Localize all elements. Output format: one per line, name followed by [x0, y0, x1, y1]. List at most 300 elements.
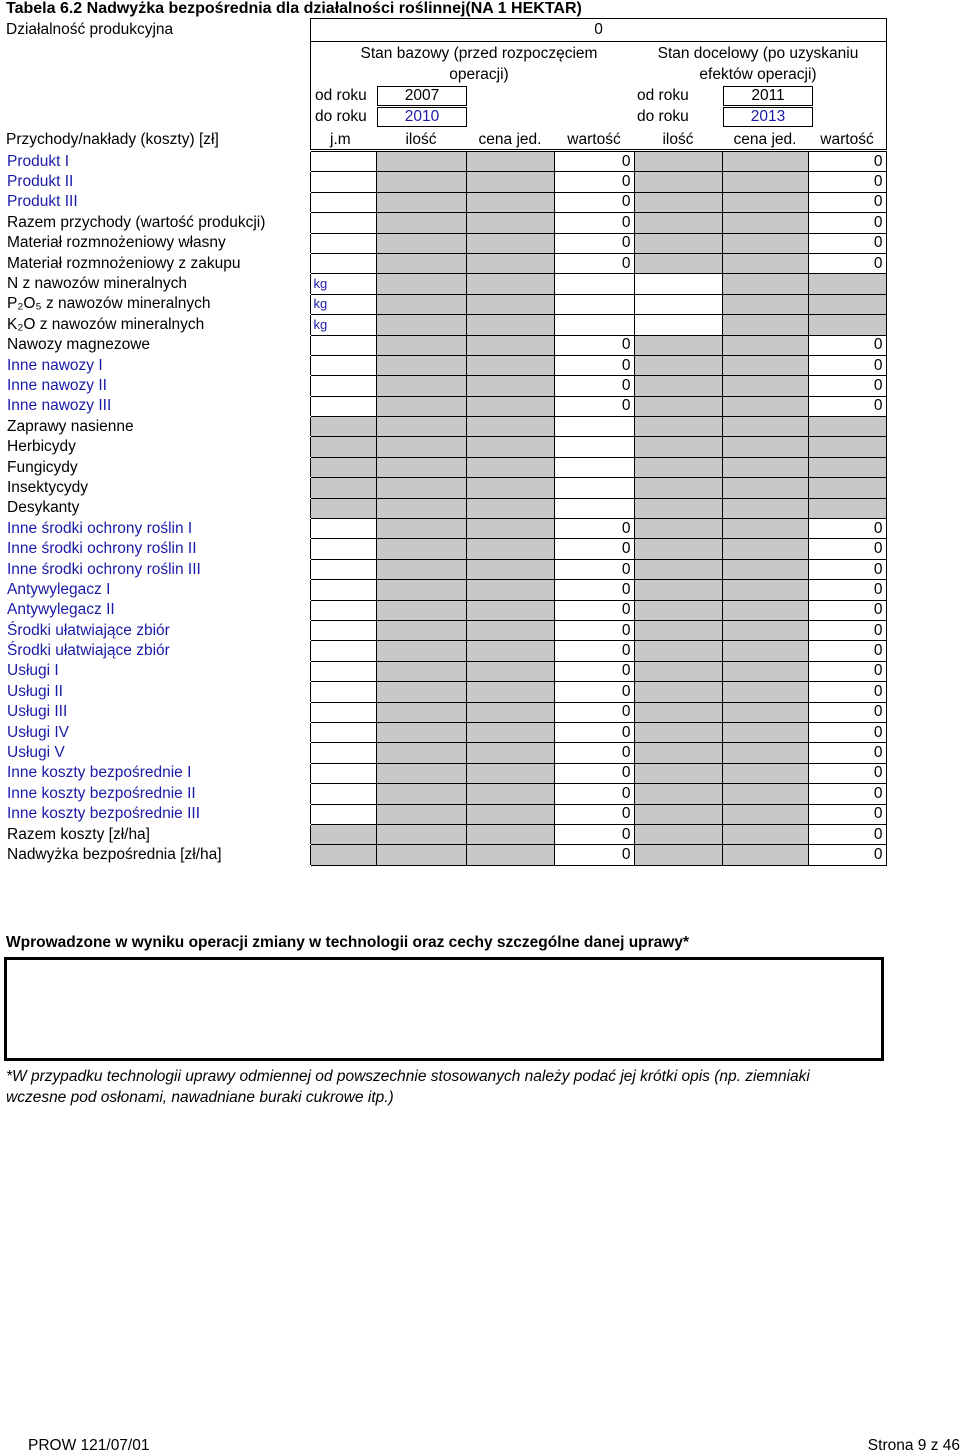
unit-cell[interactable]: [310, 172, 376, 192]
row-label: Produkt III: [4, 192, 310, 212]
row-label: Usługi III: [4, 702, 310, 722]
qty-cell: [376, 253, 466, 273]
unit-cell[interactable]: [310, 253, 376, 273]
target-state-label: Stan docelowy (po uzyskaniu efektów operacji): [657, 45, 859, 83]
table-row: [4, 682, 886, 702]
price-cell: [722, 437, 808, 457]
row-label: Inne koszty bezpośrednie III: [4, 804, 310, 824]
table-row: [4, 355, 886, 375]
price-cell: [722, 539, 808, 559]
base-value-cell[interactable]: 0: [554, 784, 634, 804]
unit-cell[interactable]: kg: [310, 315, 376, 335]
qty-cell: [376, 559, 466, 579]
unit-cell[interactable]: [310, 743, 376, 763]
row-label: Usługi II: [4, 682, 310, 702]
footnote: *W przypadku technologii uprawy odmiennej od powszechnie stosowanych należy podać jej krótki opis (np. ziemniaki wczesne pod osłonami, nawadniane buraki cukrowe itp.): [6, 1068, 810, 1106]
base-value-cell[interactable]: 0: [554, 682, 634, 702]
target-value-cell[interactable]: 0: [808, 559, 886, 579]
row-label: P₂O₅ z nawozów mineralnych: [4, 294, 310, 314]
qty-cell: [634, 457, 722, 477]
qty-cell: [634, 682, 722, 702]
table-row: [4, 315, 886, 335]
base-value-cell[interactable]: 0: [554, 233, 634, 253]
col-qty-header: ilość: [405, 131, 437, 148]
price-cell: [722, 417, 808, 437]
target-value-cell[interactable]: 0: [808, 722, 886, 742]
qty-cell[interactable]: [634, 294, 722, 314]
target-value-cell[interactable]: 0: [808, 845, 886, 865]
base-value-cell[interactable]: [554, 437, 634, 457]
price-cell: [722, 722, 808, 742]
row-label: K₂O z nawozów mineralnych: [4, 315, 310, 335]
row-label: Inne środki ochrony roślin III: [4, 559, 310, 579]
price-cell: [466, 457, 554, 477]
qty-cell: [376, 417, 466, 437]
table-row: [4, 498, 886, 518]
qty-cell: [634, 539, 722, 559]
base-value-cell[interactable]: 0: [554, 152, 634, 172]
row-label: Herbicydy: [4, 437, 310, 457]
price-cell: [466, 600, 554, 620]
base-value-cell[interactable]: 0: [554, 376, 634, 396]
table-row: [4, 620, 886, 640]
unit-cell[interactable]: [310, 641, 376, 661]
base-value-cell[interactable]: [554, 294, 634, 314]
target-value-cell[interactable]: 0: [808, 641, 886, 661]
table-row: [4, 539, 886, 559]
unit-cell[interactable]: kg: [310, 274, 376, 294]
price-cell: [722, 661, 808, 681]
price-cell: [722, 192, 808, 212]
qty-cell: [376, 620, 466, 640]
unit-cell[interactable]: [310, 233, 376, 253]
qty-cell: [376, 539, 466, 559]
unit-cell: [310, 498, 376, 518]
footer-left: PROW 121/07/01: [28, 1437, 150, 1454]
qty-cell: [634, 580, 722, 600]
base-from-year[interactable]: 2007: [377, 86, 467, 106]
base-value-cell[interactable]: 0: [554, 213, 634, 233]
unit-cell[interactable]: [310, 580, 376, 600]
base-value-cell[interactable]: [554, 498, 634, 518]
target-value-cell[interactable]: 0: [808, 376, 886, 396]
qty-cell: [376, 702, 466, 722]
unit-cell[interactable]: [310, 355, 376, 375]
qty-cell: [376, 498, 466, 518]
unit-cell[interactable]: [310, 152, 376, 172]
unit-cell[interactable]: [310, 804, 376, 824]
base-value-cell[interactable]: 0: [554, 804, 634, 824]
price-cell: [466, 437, 554, 457]
qty-cell: [376, 722, 466, 742]
table-row: [4, 804, 886, 824]
price-cell: [466, 743, 554, 763]
price-cell: [466, 539, 554, 559]
table-row: [4, 335, 886, 355]
row-label: Desykanty: [4, 498, 310, 518]
base-value-cell[interactable]: 0: [554, 845, 634, 865]
qty-cell[interactable]: [634, 274, 722, 294]
target-value-cell: [808, 274, 886, 294]
unit-cell[interactable]: [310, 335, 376, 355]
qty-cell: [634, 233, 722, 253]
table-row: [4, 722, 886, 742]
qty-cell: [376, 804, 466, 824]
price-cell: [722, 620, 808, 640]
row-label: Zaprawy nasienne: [4, 417, 310, 437]
base-value-cell[interactable]: 0: [554, 743, 634, 763]
price-cell: [466, 355, 554, 375]
row-label: Inne koszty bezpośrednie I: [4, 763, 310, 783]
row-label: N z nawozów mineralnych: [4, 274, 310, 294]
target-value-cell[interactable]: 0: [808, 600, 886, 620]
base-value-cell[interactable]: 0: [554, 702, 634, 722]
price-cell: [722, 294, 808, 314]
target-value-cell[interactable]: 0: [808, 743, 886, 763]
qty-cell: [376, 192, 466, 212]
price-cell: [466, 559, 554, 579]
price-cell: [722, 702, 808, 722]
qty-cell: [634, 804, 722, 824]
qty-cell: [376, 600, 466, 620]
base-value-cell[interactable]: 0: [554, 580, 634, 600]
qty-cell: [376, 784, 466, 804]
qty-cell: [376, 355, 466, 375]
price-cell: [466, 661, 554, 681]
qty-cell: [634, 478, 722, 498]
price-cell: [722, 457, 808, 477]
target-value-cell: [808, 478, 886, 498]
unit-cell[interactable]: [310, 763, 376, 783]
row-label: Materiał rozmnożeniowy z zakupu: [4, 253, 310, 273]
qty-cell: [634, 702, 722, 722]
price-cell: [722, 172, 808, 192]
unit-cell[interactable]: [310, 213, 376, 233]
col-price-header: cena jed.: [478, 131, 542, 148]
target-value-cell[interactable]: 0: [808, 355, 886, 375]
col-item-header: Przychody/nakłady (koszty) [zł]: [6, 131, 219, 148]
table-row: [4, 478, 886, 498]
base-value-cell[interactable]: [554, 315, 634, 335]
qty-cell: [376, 274, 466, 294]
qty-cell: [376, 682, 466, 702]
price-cell: [466, 702, 554, 722]
base-value-cell[interactable]: 0: [554, 620, 634, 640]
qty-cell: [634, 253, 722, 273]
target-value-cell[interactable]: 0: [808, 682, 886, 702]
target-to-label: do roku: [637, 108, 689, 125]
base-value-cell[interactable]: 0: [554, 661, 634, 681]
target-value-cell[interactable]: 0: [808, 519, 886, 539]
target-value-cell[interactable]: 0: [808, 253, 886, 273]
row-label: Usługi I: [4, 661, 310, 681]
qty-cell: [376, 376, 466, 396]
qty-cell: [634, 417, 722, 437]
base-value-cell[interactable]: 0: [554, 559, 634, 579]
price-cell: [722, 478, 808, 498]
price-cell: [722, 804, 808, 824]
qty-cell: [376, 763, 466, 783]
unit-cell[interactable]: [310, 600, 376, 620]
target-value-cell[interactable]: 0: [808, 213, 886, 233]
unit-cell: [310, 478, 376, 498]
footer-right: Strona 9 z 46: [867, 1437, 960, 1454]
price-cell: [466, 498, 554, 518]
price-cell: [722, 824, 808, 844]
row-label: Antywylegacz II: [4, 600, 310, 620]
unit-cell[interactable]: [310, 661, 376, 681]
base-value-cell[interactable]: 0: [554, 763, 634, 783]
unit-cell[interactable]: [310, 519, 376, 539]
table-row: [4, 641, 886, 661]
qty-cell: [634, 845, 722, 865]
unit-cell: [310, 417, 376, 437]
base-to-year[interactable]: 2010: [377, 107, 467, 127]
target-value-cell: [808, 457, 886, 477]
target-value-cell[interactable]: 0: [808, 233, 886, 253]
unit-cell[interactable]: [310, 539, 376, 559]
col-value-header: wartość: [567, 131, 621, 148]
table-row: [4, 580, 886, 600]
qty-cell: [634, 213, 722, 233]
row-label: Inne nawozy II: [4, 376, 310, 396]
price-cell: [722, 682, 808, 702]
row-label: Inne środki ochrony roślin II: [4, 539, 310, 559]
row-label: Środki ułatwiające zbiór: [4, 620, 310, 640]
unit-cell: [310, 845, 376, 865]
target-value-cell[interactable]: 0: [808, 335, 886, 355]
target-value-cell[interactable]: 0: [808, 396, 886, 416]
base-value-cell[interactable]: 0: [554, 335, 634, 355]
qty-cell: [376, 315, 466, 335]
price-cell: [722, 580, 808, 600]
qty-cell: [634, 376, 722, 396]
qty-cell: [634, 661, 722, 681]
qty-cell: [634, 743, 722, 763]
target-from-year[interactable]: 2011: [723, 86, 813, 106]
row-label: Inne nawozy III: [4, 396, 310, 416]
base-value-cell[interactable]: [554, 457, 634, 477]
row-label: Antywylegacz I: [4, 580, 310, 600]
price-cell: [466, 722, 554, 742]
price-cell: [466, 620, 554, 640]
price-cell: [722, 274, 808, 294]
base-value-cell[interactable]: [554, 274, 634, 294]
col-unit-header: j.m: [330, 131, 351, 148]
base-value-cell[interactable]: 0: [554, 519, 634, 539]
qty-cell: [376, 152, 466, 172]
table-row: [4, 845, 886, 865]
cost-table: [4, 151, 887, 866]
table-row: [4, 437, 886, 457]
table-row: [4, 417, 886, 437]
price-cell: [466, 172, 554, 192]
base-value-cell[interactable]: 0: [554, 396, 634, 416]
price-cell: [466, 641, 554, 661]
price-cell: [722, 253, 808, 273]
target-value-cell[interactable]: 0: [808, 824, 886, 844]
table-row: [4, 457, 886, 477]
qty-cell: [376, 396, 466, 416]
cost-table-body: [4, 152, 886, 866]
base-from-label: od roku: [315, 87, 367, 104]
price-cell: [722, 152, 808, 172]
price-cell: [466, 192, 554, 212]
table-row: [4, 192, 886, 212]
price-cell: [466, 478, 554, 498]
qty-cell: [376, 294, 466, 314]
table-row: [4, 274, 886, 294]
price-cell: [722, 559, 808, 579]
unit-cell[interactable]: [310, 620, 376, 640]
price-cell: [722, 315, 808, 335]
target-value-cell[interactable]: 0: [808, 804, 886, 824]
price-cell: [466, 763, 554, 783]
unit-cell[interactable]: kg: [310, 294, 376, 314]
activity-label: Działalność produkcyjna: [6, 21, 174, 38]
row-label: Fungicydy: [4, 457, 310, 477]
target-value-cell[interactable]: 0: [808, 763, 886, 783]
qty-cell: [634, 396, 722, 416]
target-value-cell[interactable]: 0: [808, 152, 886, 172]
base-value-cell[interactable]: 0: [554, 641, 634, 661]
qty-cell: [376, 845, 466, 865]
price-cell: [466, 804, 554, 824]
base-value-cell[interactable]: 0: [554, 253, 634, 273]
base-value-cell[interactable]: 0: [554, 824, 634, 844]
row-label: Inne nawozy I: [4, 355, 310, 375]
base-value-cell[interactable]: 0: [554, 600, 634, 620]
target-value-cell[interactable]: 0: [808, 580, 886, 600]
base-value-cell[interactable]: 0: [554, 539, 634, 559]
price-cell: [722, 743, 808, 763]
row-label: Usługi IV: [4, 722, 310, 742]
unit-cell[interactable]: [310, 192, 376, 212]
table-row: [4, 172, 886, 192]
base-state-label: Stan bazowy (przed rozpoczęciem operacji): [360, 45, 598, 83]
table-row: [4, 376, 886, 396]
price-cell: [722, 641, 808, 661]
base-value-cell[interactable]: 0: [554, 722, 634, 742]
table-row: [4, 519, 886, 539]
target-value-cell: [808, 417, 886, 437]
base-value-cell[interactable]: 0: [554, 192, 634, 212]
row-label: Środki ułatwiające zbiór: [4, 641, 310, 661]
table-row: [4, 763, 886, 783]
target-value-cell[interactable]: 0: [808, 661, 886, 681]
changes-textarea[interactable]: [4, 957, 884, 1061]
table-row: [4, 253, 886, 273]
row-label: Nadwyżka bezpośrednia [zł/ha]: [4, 845, 310, 865]
target-value-cell: [808, 315, 886, 335]
col-value2-header: wartość: [820, 131, 874, 148]
row-label: Razem przychody (wartość produkcji): [4, 213, 310, 233]
row-label: Inne koszty bezpośrednie II: [4, 784, 310, 804]
target-value-cell[interactable]: 0: [808, 784, 886, 804]
qty-cell: [376, 661, 466, 681]
unit-cell[interactable]: [310, 702, 376, 722]
target-value-cell[interactable]: 0: [808, 172, 886, 192]
unit-cell[interactable]: [310, 722, 376, 742]
base-value-cell[interactable]: 0: [554, 355, 634, 375]
qty-cell: [376, 580, 466, 600]
unit-cell[interactable]: [310, 376, 376, 396]
target-to-year[interactable]: 2013: [723, 107, 813, 127]
price-cell: [466, 376, 554, 396]
activity-value-box[interactable]: [310, 18, 887, 42]
qty-cell: [376, 233, 466, 253]
price-cell: [722, 376, 808, 396]
qty-cell[interactable]: [634, 315, 722, 335]
qty-cell: [634, 784, 722, 804]
qty-cell: [376, 437, 466, 457]
price-cell: [722, 498, 808, 518]
target-value-cell[interactable]: 0: [808, 620, 886, 640]
price-cell: [466, 335, 554, 355]
qty-cell: [376, 213, 466, 233]
qty-cell: [634, 722, 722, 742]
price-cell: [466, 845, 554, 865]
base-value-cell[interactable]: [554, 478, 634, 498]
qty-cell: [376, 743, 466, 763]
price-cell: [466, 274, 554, 294]
price-cell: [722, 845, 808, 865]
base-value-cell[interactable]: 0: [554, 172, 634, 192]
price-cell: [722, 355, 808, 375]
base-value-cell[interactable]: [554, 417, 634, 437]
row-label: Produkt II: [4, 172, 310, 192]
qty-cell: [634, 600, 722, 620]
target-value-cell: [808, 437, 886, 457]
unit-cell[interactable]: [310, 784, 376, 804]
price-cell: [722, 396, 808, 416]
price-cell: [466, 213, 554, 233]
unit-cell: [310, 457, 376, 477]
table-row: [4, 702, 886, 722]
qty-cell: [376, 641, 466, 661]
target-value-cell[interactable]: 0: [808, 539, 886, 559]
changes-heading: Wprowadzone w wyniku operacji zmiany w technologii oraz cechy szczególne danej uprawy*: [6, 934, 690, 951]
unit-cell: [310, 437, 376, 457]
qty-cell: [634, 763, 722, 783]
qty-cell: [376, 519, 466, 539]
target-value-cell[interactable]: 0: [808, 192, 886, 212]
target-value-cell[interactable]: 0: [808, 702, 886, 722]
unit-cell[interactable]: [310, 559, 376, 579]
price-cell: [466, 294, 554, 314]
table-row: [4, 152, 886, 172]
qty-cell: [634, 355, 722, 375]
unit-cell[interactable]: [310, 682, 376, 702]
unit-cell[interactable]: [310, 396, 376, 416]
col-price2-header: cena jed.: [733, 131, 797, 148]
qty-cell: [634, 335, 722, 355]
unit-cell: [310, 824, 376, 844]
table-row: [4, 233, 886, 253]
price-cell: [466, 580, 554, 600]
qty-cell: [634, 559, 722, 579]
table-row: [4, 294, 886, 314]
price-cell: [722, 213, 808, 233]
row-label: Inne środki ochrony roślin I: [4, 519, 310, 539]
qty-cell: [634, 192, 722, 212]
target-from-label: od roku: [637, 87, 689, 104]
qty-cell: [376, 478, 466, 498]
qty-cell: [634, 152, 722, 172]
price-cell: [722, 233, 808, 253]
price-cell: [722, 600, 808, 620]
target-value-cell: [808, 294, 886, 314]
